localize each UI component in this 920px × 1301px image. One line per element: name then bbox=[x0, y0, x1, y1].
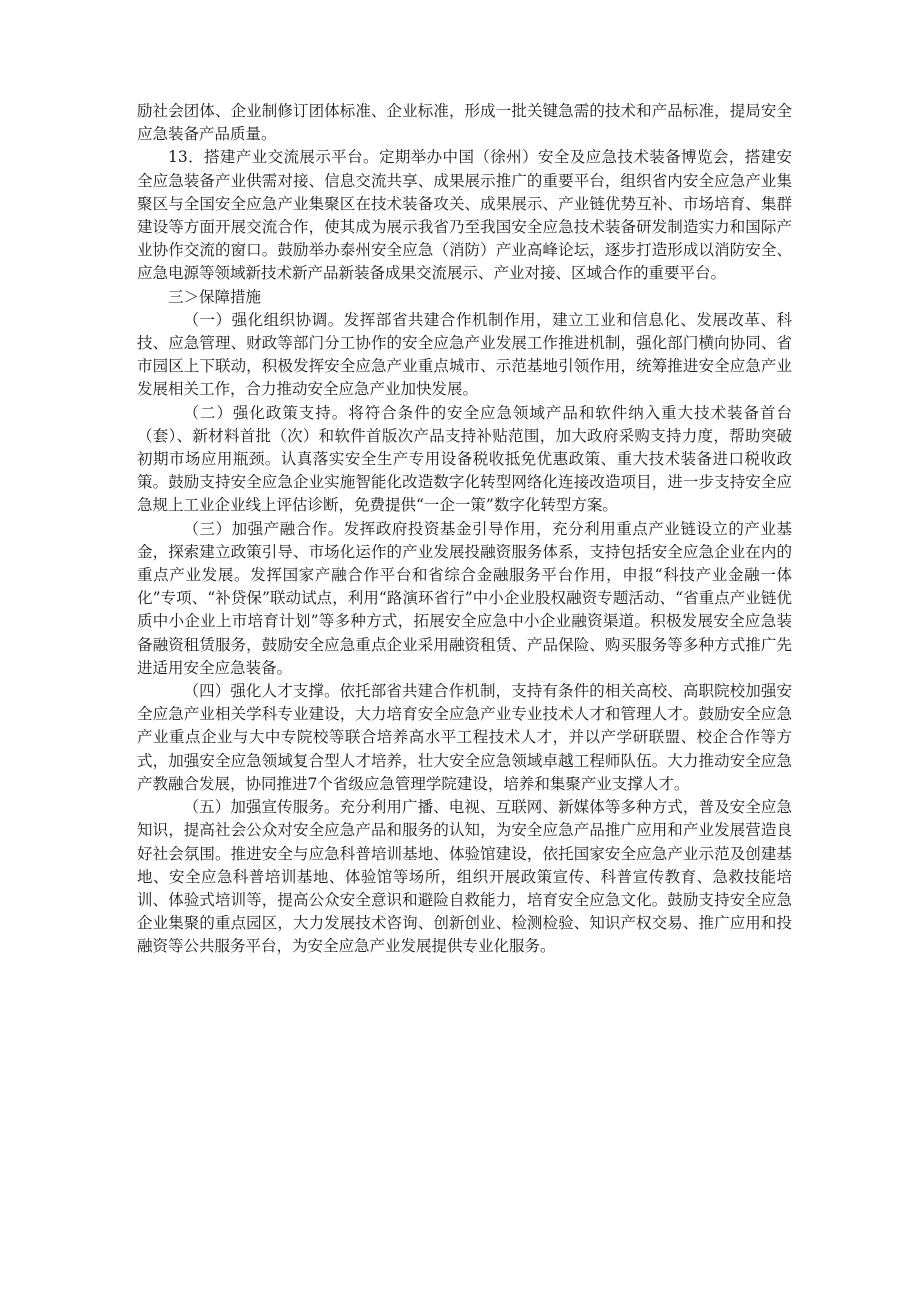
paragraph-organization: （一）强化组织协调。发挥部省共建合作机制作用，建立工业和信息化、发展改革、科技、应急管理、财政等部门分工协作的安全应急产业发展工作推进机制，强化部门横向协同、省市园区上下联动，积极发挥安全应急产业重点城市、示范基地引领作用，统筹推进安全应急产业发展相关工作，合力推动安全应急产业加快发展。 bbox=[137, 310, 792, 399]
paragraph-continued: 励社会团体、企业制修订团体标准、企业标准，形成一批关键急需的技术和产品标准，提局安全应急装备产品质量。 bbox=[137, 102, 792, 144]
paragraph-policy: （二）强化政策支持。将符合条件的安全应急领域产品和软件纳入重大技术装备首台（套）、新材料首批（次）和软件首版次产品支持补贴范围，加大政府采购支持力度，帮助突破初期市场应用瓶颈。认真落实安全生产专用设备税收抵免优惠政策、重大技术装备进口税收政策。鼓励支持安全应急企业实施智能化改造数字化转型网络化连接改造项目，进一步支持安全应急规上工业企业线上评估诊断，免费提供“一企一策”数字化转型方案。 bbox=[137, 403, 792, 515]
paragraph-item-13: 13．搭建产业交流展示平台。定期举办中国（徐州）安全及应急技术装备博览会，搭建安全应急装备产业供需对接、信息交流共享、成果展示推广的重要平台，组织省内安全应急产业集聚区与全国安全应急产业集聚区在技术装备攻关、成果展示、产业链优势互补、市场培育、集群建设等方面开展交流合作，使其成为展示我省乃至我国安全应急技术装备研发制造实力和国际产业协作交流的窗口。鼓励举办泰州安全应急（消防）产业高峰论坛，逐步打造形成以消防安全、应急电源等领域新技术新产品新装备成果交流展示、产业对接、区域合作的重要平台。 bbox=[137, 148, 792, 283]
paragraph-finance: （三）加强产融合作。发挥政府投资基金引导作用，充分利用重点产业链设立的产业基金，探索建立政策引导、市场化运作的产业发展投融资服务体系，支持包括安全应急企业在内的重点产业发展。发挥国家产融合作平台和省综合金融服务平台作用，申报“科技产业金融一体化”专项、“补贷保”联动试点，利用“路演环省行”中小企业股权融资专题活动、“省重点产业链优质中小企业上市培育计划”等多种方式，拓展安全应急中小企业融资渠道。积极发展安全应急装备融资租赁服务，鼓励安全应急重点企业采用融资租赁、产品保险、购买服务等多种方式推广先进适用安全应急装备。 bbox=[137, 519, 792, 677]
section-heading-safeguards: 三＞保障措施 bbox=[168, 287, 262, 306]
paragraph-publicity: （五）加强宣传服务。充分利用广播、电视、互联网、新媒体等多种方式，普及安全应急知识，提高社会公众对安全应急产品和服务的认知，为安全应急产品推广应用和产业发展营造良好社会氛围。推进安全与应急科普培训基地、体验馆建设，依托国家安全应急产业示范及创建基地、安全应急科普培训基地、体验馆等场所，组织开展政策宣传、科普宣传教育、急救技能培训、体验式培训等，提高公众安全意识和避险自救能力，培育安全应急文化。鼓励支持安全应急企业集聚的重点园区，大力发展技术咨询、创新创业、检测检验、知识产权交易、推广应用和投融资等公共服务平台，为安全应急产业发展提供专业化服务。 bbox=[137, 798, 792, 956]
document-body bbox=[137, 100, 792, 959]
paragraph-talent: （四）强化人才支撑。依托部省共建合作机制，支持有条件的相关高校、高职院校加强安全应急产业相关学科专业建设，大力培育安全应急产业专业技术人才和管理人才。鼓励安全应急产业重点企业与大中专院校等联合培养高水平工程技术人才，并以产学研联盟、校企合作等方式，加强安全应急领域复合型人才培养，壮大安全应急领域卓越工程师队伍。大力推动安全应急产教融合发展，协同推进7个省级应急管理学院建设，培养和集聚产业支撑人才。 bbox=[137, 682, 792, 793]
